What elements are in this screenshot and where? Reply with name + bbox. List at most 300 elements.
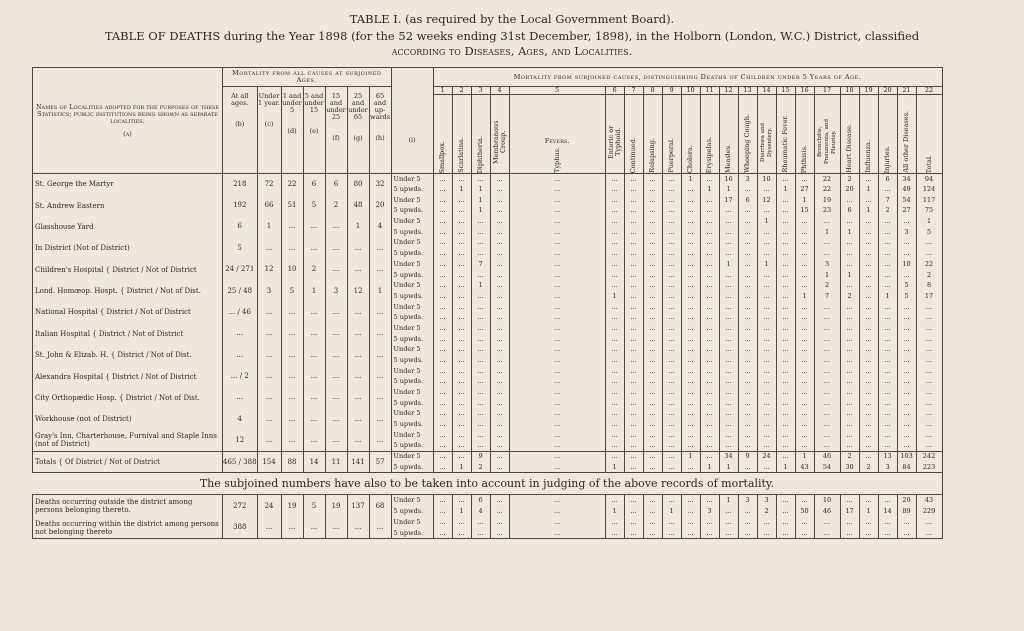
age-value: ... xyxy=(281,323,303,344)
cause-value: ... xyxy=(643,409,662,420)
cause-value: ... xyxy=(624,462,643,473)
cause-value: ... xyxy=(605,270,624,281)
cause-value: ... xyxy=(840,419,859,430)
cause-value: ... xyxy=(878,419,897,430)
cause-value: ... xyxy=(859,355,878,366)
cause-value: ... xyxy=(897,517,916,528)
age-value: 5 xyxy=(223,238,258,259)
age-value: ... xyxy=(303,238,325,259)
cause-value: ... xyxy=(776,528,795,539)
cause-value: ... xyxy=(624,334,643,345)
age-value: ... xyxy=(347,345,369,366)
period-under5: Under 5 xyxy=(391,302,433,313)
cause-value: ... xyxy=(738,398,757,409)
age-value: ... xyxy=(257,302,281,323)
cause-value: ... xyxy=(433,345,452,356)
cause-value: ... xyxy=(662,259,681,270)
cause-value: ... xyxy=(814,345,840,356)
period-under5: Under 5 xyxy=(391,280,433,291)
cause-value: 1 xyxy=(605,462,624,473)
cause-value: ... xyxy=(719,345,738,356)
cause-value: ... xyxy=(738,345,757,356)
cause-value: ... xyxy=(643,334,662,345)
cause-value: 54 xyxy=(814,462,840,473)
cause-value: ... xyxy=(452,248,471,259)
cause-value: ... xyxy=(916,387,942,398)
age-value: ... xyxy=(347,366,369,387)
locality-name xyxy=(33,387,223,408)
cause-value: ... xyxy=(700,174,719,185)
cause-value: 22 xyxy=(814,174,840,185)
period-under5: Under 5 xyxy=(391,495,433,506)
cause-value: ... xyxy=(490,248,509,259)
age-value: 51 xyxy=(281,195,303,216)
period-upwards: 5 upwds. xyxy=(391,528,433,539)
cause-value: ... xyxy=(719,291,738,302)
cause-value: ... xyxy=(719,409,738,420)
cause-value: ... xyxy=(490,312,509,323)
cause-value: ... xyxy=(433,366,452,377)
cause-value: ... xyxy=(624,291,643,302)
cause-value: ... xyxy=(878,398,897,409)
cause-value: ... xyxy=(878,323,897,334)
locality-name xyxy=(33,323,223,344)
cause-value: ... xyxy=(776,506,795,517)
cause-value: ... xyxy=(681,270,700,281)
cause-value: 3 xyxy=(738,495,757,506)
cause-value: ... xyxy=(490,430,509,441)
cause-value: ... xyxy=(776,366,795,377)
age-col-1 xyxy=(223,87,258,174)
age-value: 137 xyxy=(347,495,369,517)
cause-value: 46 xyxy=(814,506,840,517)
locality-label: St. Andrew Eastern xyxy=(35,201,105,210)
age-value: ... xyxy=(325,302,347,323)
cause-value: 6 xyxy=(738,195,757,206)
cause-value: ... xyxy=(719,517,738,528)
cause-value: ... xyxy=(433,238,452,249)
age-value: ... xyxy=(347,259,369,280)
cause-header xyxy=(916,95,942,174)
cause-value: ... xyxy=(814,323,840,334)
cause-value: ... xyxy=(738,291,757,302)
cause-value: ... xyxy=(624,355,643,366)
cause-value: ... xyxy=(878,495,897,506)
locality-name xyxy=(33,174,223,195)
cause-value: ... xyxy=(605,387,624,398)
cause-value: ... xyxy=(897,334,916,345)
cause-value: ... xyxy=(840,259,859,270)
age-value: ... xyxy=(223,323,258,344)
cause-value: ... xyxy=(605,334,624,345)
cause-label: Bronchitis, Pneumonia, and Pleurisy. xyxy=(816,119,837,165)
cause-value: ... xyxy=(840,238,859,249)
age-value: 5 xyxy=(281,280,303,301)
cause-value: 124 xyxy=(916,184,942,195)
cause-label: Cholera. xyxy=(686,144,695,173)
cause-value: ... xyxy=(897,270,916,281)
cause-value: ... xyxy=(605,280,624,291)
cause-value: ... xyxy=(795,366,814,377)
fevers-label: Fevers. xyxy=(544,137,570,146)
cause-value: ... xyxy=(624,441,643,452)
cause-value: ... xyxy=(738,419,757,430)
cause-value: ... xyxy=(738,528,757,539)
cause-value: ... xyxy=(605,238,624,249)
cause-value: ... xyxy=(814,334,840,345)
cause-value: ... xyxy=(605,345,624,356)
cause-label: Scarlatina. xyxy=(457,137,466,173)
cause-value: ... xyxy=(897,377,916,388)
cause-value: ... xyxy=(700,451,719,462)
cause-value: 2 xyxy=(840,291,859,302)
cause-value: ... xyxy=(859,398,878,409)
period-under5: Under 5 xyxy=(391,216,433,227)
cause-value: ... xyxy=(859,345,878,356)
cause-value: ... xyxy=(738,430,757,441)
age-label: 65 and up-wards xyxy=(370,92,391,121)
cause-header xyxy=(757,95,776,174)
cause-value: ... xyxy=(757,238,776,249)
cause-value: ... xyxy=(643,270,662,281)
cause-value: ... xyxy=(509,248,605,259)
cause-value: 10 xyxy=(757,174,776,185)
age-letter: (d) xyxy=(287,127,297,135)
cause-value: 6 xyxy=(471,495,490,506)
age-value: 6 xyxy=(325,174,347,195)
cause-value: 1 xyxy=(452,506,471,517)
cause-value: 1 xyxy=(452,184,471,195)
cause-value: ... xyxy=(490,280,509,291)
cause-value: 16 xyxy=(719,174,738,185)
cause-value: ... xyxy=(662,409,681,420)
cause-value: 7 xyxy=(471,259,490,270)
cause-number: 9 xyxy=(662,87,681,95)
cause-value: ... xyxy=(776,323,795,334)
age-value: ... xyxy=(325,430,347,451)
cause-value: ... xyxy=(840,312,859,323)
cause-value: ... xyxy=(662,238,681,249)
cause-header xyxy=(776,95,795,174)
cause-header xyxy=(471,95,490,174)
cause-value: ... xyxy=(624,184,643,195)
age-col-4 xyxy=(303,87,325,174)
table-row xyxy=(33,302,943,313)
period-under5: Under 5 xyxy=(391,409,433,420)
period-upwards: 5 upwds. xyxy=(391,312,433,323)
cause-value: ... xyxy=(681,312,700,323)
cause-value: ... xyxy=(757,184,776,195)
cause-value: 1 xyxy=(471,184,490,195)
locality-name xyxy=(33,517,223,539)
cause-value: ... xyxy=(814,419,840,430)
cause-value: ... xyxy=(452,430,471,441)
age-value: ... xyxy=(257,517,281,539)
cause-value: ... xyxy=(471,528,490,539)
note-row xyxy=(33,473,943,495)
period-under5: Under 5 xyxy=(391,366,433,377)
cause-value: ... xyxy=(897,441,916,452)
cause-value: ... xyxy=(897,366,916,377)
cause-value: ... xyxy=(840,517,859,528)
age-value: ... xyxy=(223,345,258,366)
cause-value: ... xyxy=(605,312,624,323)
cause-value: ... xyxy=(878,280,897,291)
cause-value: ... xyxy=(700,248,719,259)
cause-value: ... xyxy=(719,302,738,313)
cause-value: ... xyxy=(490,270,509,281)
mortality-all-header: Mortality from all causes at subjoined Ages. xyxy=(223,68,392,87)
cause-value: ... xyxy=(776,409,795,420)
cause-value: ... xyxy=(719,355,738,366)
cause-value: 1 xyxy=(795,195,814,206)
cause-value: ... xyxy=(605,528,624,539)
cause-value: ... xyxy=(433,270,452,281)
cause-value: ... xyxy=(681,409,700,420)
cause-value: ... xyxy=(776,398,795,409)
locality-name xyxy=(33,195,223,216)
locality-label: Totals { Of District / Not of District xyxy=(35,458,160,467)
cause-value: ... xyxy=(643,451,662,462)
cause-value: ... xyxy=(700,345,719,356)
cause-value: ... xyxy=(681,517,700,528)
cause-value: ... xyxy=(700,206,719,217)
period-upwards: 5 upwds. xyxy=(391,248,433,259)
cause-value: ... xyxy=(471,366,490,377)
cause-value: ... xyxy=(719,398,738,409)
cause-value: 30 xyxy=(840,462,859,473)
cause-value: ... xyxy=(719,206,738,217)
age-value: 66 xyxy=(257,195,281,216)
cause-value: 23 xyxy=(814,206,840,217)
locality-label: Lond. Homœop. Hospt. { District / Not of Dist. xyxy=(35,287,201,296)
cause-value: 3 xyxy=(897,227,916,238)
age-letter: (e) xyxy=(309,127,319,135)
cause-label: Measles. xyxy=(724,143,733,173)
cause-value: 1 xyxy=(719,259,738,270)
cause-value: ... xyxy=(776,495,795,506)
cause-value: 34 xyxy=(897,174,916,185)
cause-value: ... xyxy=(452,302,471,313)
cause-value: ... xyxy=(738,462,757,473)
cause-value: ... xyxy=(719,238,738,249)
cause-value: ... xyxy=(643,528,662,539)
cause-value: ... xyxy=(776,216,795,227)
cause-value: ... xyxy=(859,409,878,420)
cause-value: ... xyxy=(897,387,916,398)
cause-label: Whooping Cough. xyxy=(743,114,752,173)
cause-value: ... xyxy=(452,291,471,302)
cause-label: Influenza. xyxy=(864,140,873,173)
cause-value: ... xyxy=(840,280,859,291)
cause-value: ... xyxy=(738,270,757,281)
cause-value: ... xyxy=(859,302,878,313)
cause-value: ... xyxy=(700,387,719,398)
age-value: ... xyxy=(369,430,391,451)
cause-value: ... xyxy=(433,206,452,217)
cause-value: ... xyxy=(433,387,452,398)
cause-value: ... xyxy=(840,302,859,313)
cause-value: 49 xyxy=(897,184,916,195)
cause-header xyxy=(662,95,681,174)
cause-value: ... xyxy=(878,345,897,356)
cause-value: ... xyxy=(878,270,897,281)
table-row xyxy=(33,238,943,249)
cause-value: 94 xyxy=(916,174,942,185)
cause-value: ... xyxy=(814,238,840,249)
cause-value: ... xyxy=(643,495,662,506)
cause-label: Diarrhœa and Dysentery. xyxy=(759,122,773,162)
cause-value: ... xyxy=(624,387,643,398)
cause-value: ... xyxy=(433,409,452,420)
cause-value: ... xyxy=(490,441,509,452)
cause-value: ... xyxy=(490,259,509,270)
cause-value: 46 xyxy=(814,451,840,462)
age-value: 19 xyxy=(281,495,303,517)
cause-value: 7 xyxy=(814,291,840,302)
cause-value: ... xyxy=(916,355,942,366)
cause-value: ... xyxy=(509,366,605,377)
cause-header xyxy=(433,95,452,174)
locality-name xyxy=(33,366,223,387)
locality-name xyxy=(33,280,223,301)
cause-value: ... xyxy=(916,312,942,323)
age-value: 1 xyxy=(303,280,325,301)
cause-label: Rheumatic Fever. xyxy=(781,115,790,173)
cause-value: ... xyxy=(795,174,814,185)
cause-value: 5 xyxy=(916,227,942,238)
period-upwards: 5 upwds. xyxy=(391,377,433,388)
cause-value: ... xyxy=(719,377,738,388)
age-value: ... xyxy=(347,430,369,451)
cause-value: 242 xyxy=(916,451,942,462)
age-value: ... xyxy=(303,302,325,323)
table-row xyxy=(33,517,943,528)
cause-value: ... xyxy=(897,355,916,366)
cause-value: ... xyxy=(624,419,643,430)
cause-number: 1 xyxy=(433,87,452,95)
cause-value: 1 xyxy=(719,184,738,195)
cause-value: ... xyxy=(738,517,757,528)
age-value: 3 xyxy=(325,280,347,301)
cause-value: ... xyxy=(859,430,878,441)
cause-value: ... xyxy=(738,506,757,517)
cause-value: ... xyxy=(840,334,859,345)
cause-number: 6 xyxy=(605,87,624,95)
locality-label: Children's Hospital { District / Not of District xyxy=(35,265,197,274)
cause-value: ... xyxy=(878,312,897,323)
cause-value: ... xyxy=(700,216,719,227)
cause-value: ... xyxy=(840,345,859,356)
cause-value: ... xyxy=(757,227,776,238)
age-value: ... xyxy=(325,323,347,344)
cause-value: ... xyxy=(643,419,662,430)
age-col-2 xyxy=(257,87,281,174)
cause-value: ... xyxy=(624,451,643,462)
cause-value: ... xyxy=(452,366,471,377)
cause-value: ... xyxy=(738,302,757,313)
cause-value: 1 xyxy=(719,495,738,506)
cause-value: ... xyxy=(471,238,490,249)
locality-label: Deaths occurring within the district among persons not belonging thereto xyxy=(35,519,219,536)
age-value: 24 xyxy=(257,495,281,517)
cause-value: ... xyxy=(643,398,662,409)
locality-label: City Orthopædic Hosp. { District / Not of Dist. xyxy=(35,393,200,402)
age-value: ... xyxy=(281,430,303,451)
cause-value: 54 xyxy=(897,195,916,206)
cause-value: ... xyxy=(795,398,814,409)
cause-value: ... xyxy=(509,387,605,398)
cause-value: 1 xyxy=(840,270,859,281)
cause-value: ... xyxy=(700,441,719,452)
cause-value: ... xyxy=(681,528,700,539)
cause-value: 89 xyxy=(897,506,916,517)
cause-value: ... xyxy=(509,495,605,506)
age-label: 15 and under 25 xyxy=(326,92,346,121)
cause-value: ... xyxy=(624,227,643,238)
cause-value: ... xyxy=(433,506,452,517)
cause-value: ... xyxy=(490,302,509,313)
cause-value: ... xyxy=(859,377,878,388)
cause-value: ... xyxy=(433,280,452,291)
cause-value: ... xyxy=(490,238,509,249)
cause-value: ... xyxy=(738,323,757,334)
cause-value: ... xyxy=(433,174,452,185)
age-value: ... xyxy=(369,409,391,430)
cause-value: ... xyxy=(643,280,662,291)
cause-value: ... xyxy=(840,216,859,227)
cause-value: ... xyxy=(662,312,681,323)
age-value: ... xyxy=(223,387,258,408)
cause-value: 75 xyxy=(916,206,942,217)
cause-value: ... xyxy=(738,248,757,259)
cause-value: ... xyxy=(897,528,916,539)
subtitle-line-1: TABLE OF DEATHS during the Year 1898 (for the 52 weeks ending 31st December, 1898), in the Holborn (London, W.C.) District, classified xyxy=(104,29,920,43)
cause-value: ... xyxy=(681,184,700,195)
cause-value: ... xyxy=(681,291,700,302)
cause-value: ... xyxy=(643,441,662,452)
cause-value: ... xyxy=(878,409,897,420)
age-value: 12 xyxy=(257,259,281,280)
cause-value: ... xyxy=(700,528,719,539)
age-value: 2 xyxy=(325,195,347,216)
age-value: 68 xyxy=(369,495,391,517)
age-label: Under 1 year. xyxy=(258,92,281,107)
cause-value: ... xyxy=(624,366,643,377)
cause-value: ... xyxy=(700,195,719,206)
cause-value: ... xyxy=(681,302,700,313)
cause-value: ... xyxy=(878,302,897,313)
age-value: 88 xyxy=(281,451,303,472)
cause-value: ... xyxy=(662,227,681,238)
cause-value: ... xyxy=(738,409,757,420)
cause-value: ... xyxy=(700,270,719,281)
age-value: ... xyxy=(303,345,325,366)
cause-value: ... xyxy=(897,323,916,334)
cause-number: 14 xyxy=(757,87,776,95)
cause-value: ... xyxy=(605,419,624,430)
cause-value: ... xyxy=(471,387,490,398)
cause-value: ... xyxy=(643,238,662,249)
cause-value: ... xyxy=(681,206,700,217)
age-value: 5 xyxy=(303,195,325,216)
table-row xyxy=(33,430,943,441)
cause-value: ... xyxy=(840,366,859,377)
age-value: 154 xyxy=(257,451,281,472)
age-value: 19 xyxy=(325,495,347,517)
cause-header xyxy=(490,95,509,174)
cause-value: 1 xyxy=(700,184,719,195)
